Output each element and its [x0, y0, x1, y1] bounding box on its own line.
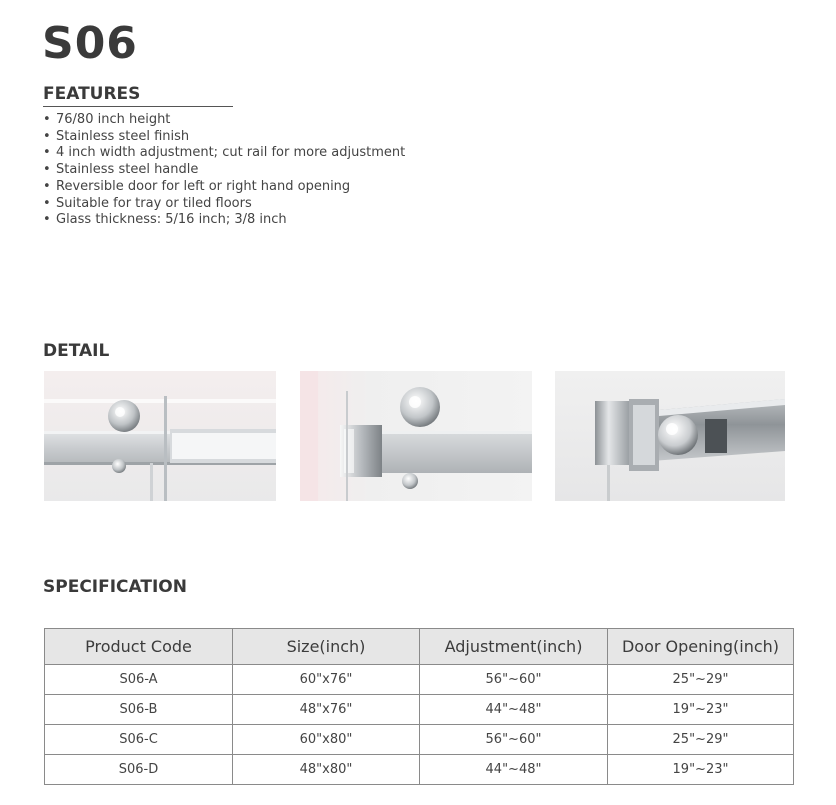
rail-end-bracket-photo: [300, 371, 532, 501]
cell-product-code: S06-C: [45, 725, 233, 755]
column-header-door-opening: Door Opening(inch): [608, 629, 794, 665]
cell-adjustment: 56"~60": [420, 665, 608, 695]
rail-bracket-closeup-photo: [555, 371, 785, 501]
feature-item: • 4 inch width adjustment; cut rail for more adjustment: [43, 145, 405, 162]
cell-size: 60"x80": [233, 725, 420, 755]
cell-adjustment: 44"~48": [420, 755, 608, 785]
feature-item: • Suitable for tray or tiled floors: [43, 196, 405, 213]
feature-item: • 76/80 inch height: [43, 112, 405, 129]
features-divider: [43, 106, 233, 107]
column-header-size: Size(inch): [233, 629, 420, 665]
cell-door-opening: 25"~29": [608, 665, 794, 695]
features-heading: FEATURES: [43, 84, 141, 104]
cell-size: 48"x76": [233, 695, 420, 725]
column-header-adjustment: Adjustment(inch): [420, 629, 608, 665]
cell-door-opening: 19"~23": [608, 755, 794, 785]
detail-heading: DETAIL: [43, 341, 110, 361]
feature-item: • Reversible door for left or right hand opening: [43, 179, 405, 196]
features-list: [43, 112, 405, 229]
cell-product-code: S06-B: [45, 695, 233, 725]
cell-size: 48"x80": [233, 755, 420, 785]
cell-product-code: S06-A: [45, 665, 233, 695]
page-title: S06: [42, 18, 138, 69]
table-row: [45, 725, 794, 755]
table-row: [45, 695, 794, 725]
cell-door-opening: 19"~23": [608, 695, 794, 725]
feature-item: • Stainless steel finish: [43, 129, 405, 146]
feature-item: • Glass thickness: 5/16 inch; 3/8 inch: [43, 212, 405, 229]
column-header-product-code: Product Code: [45, 629, 233, 665]
specification-table: [44, 628, 794, 785]
table-row: [45, 755, 794, 785]
specification-heading: SPECIFICATION: [43, 577, 187, 597]
cell-adjustment: 56"~60": [420, 725, 608, 755]
roller-rail-photo: [44, 371, 276, 501]
table-header-row: [45, 629, 794, 665]
cell-size: 60"x76": [233, 665, 420, 695]
cell-adjustment: 44"~48": [420, 695, 608, 725]
feature-item: • Stainless steel handle: [43, 162, 405, 179]
cell-product-code: S06-D: [45, 755, 233, 785]
cell-door-opening: 25"~29": [608, 725, 794, 755]
table-row: [45, 665, 794, 695]
